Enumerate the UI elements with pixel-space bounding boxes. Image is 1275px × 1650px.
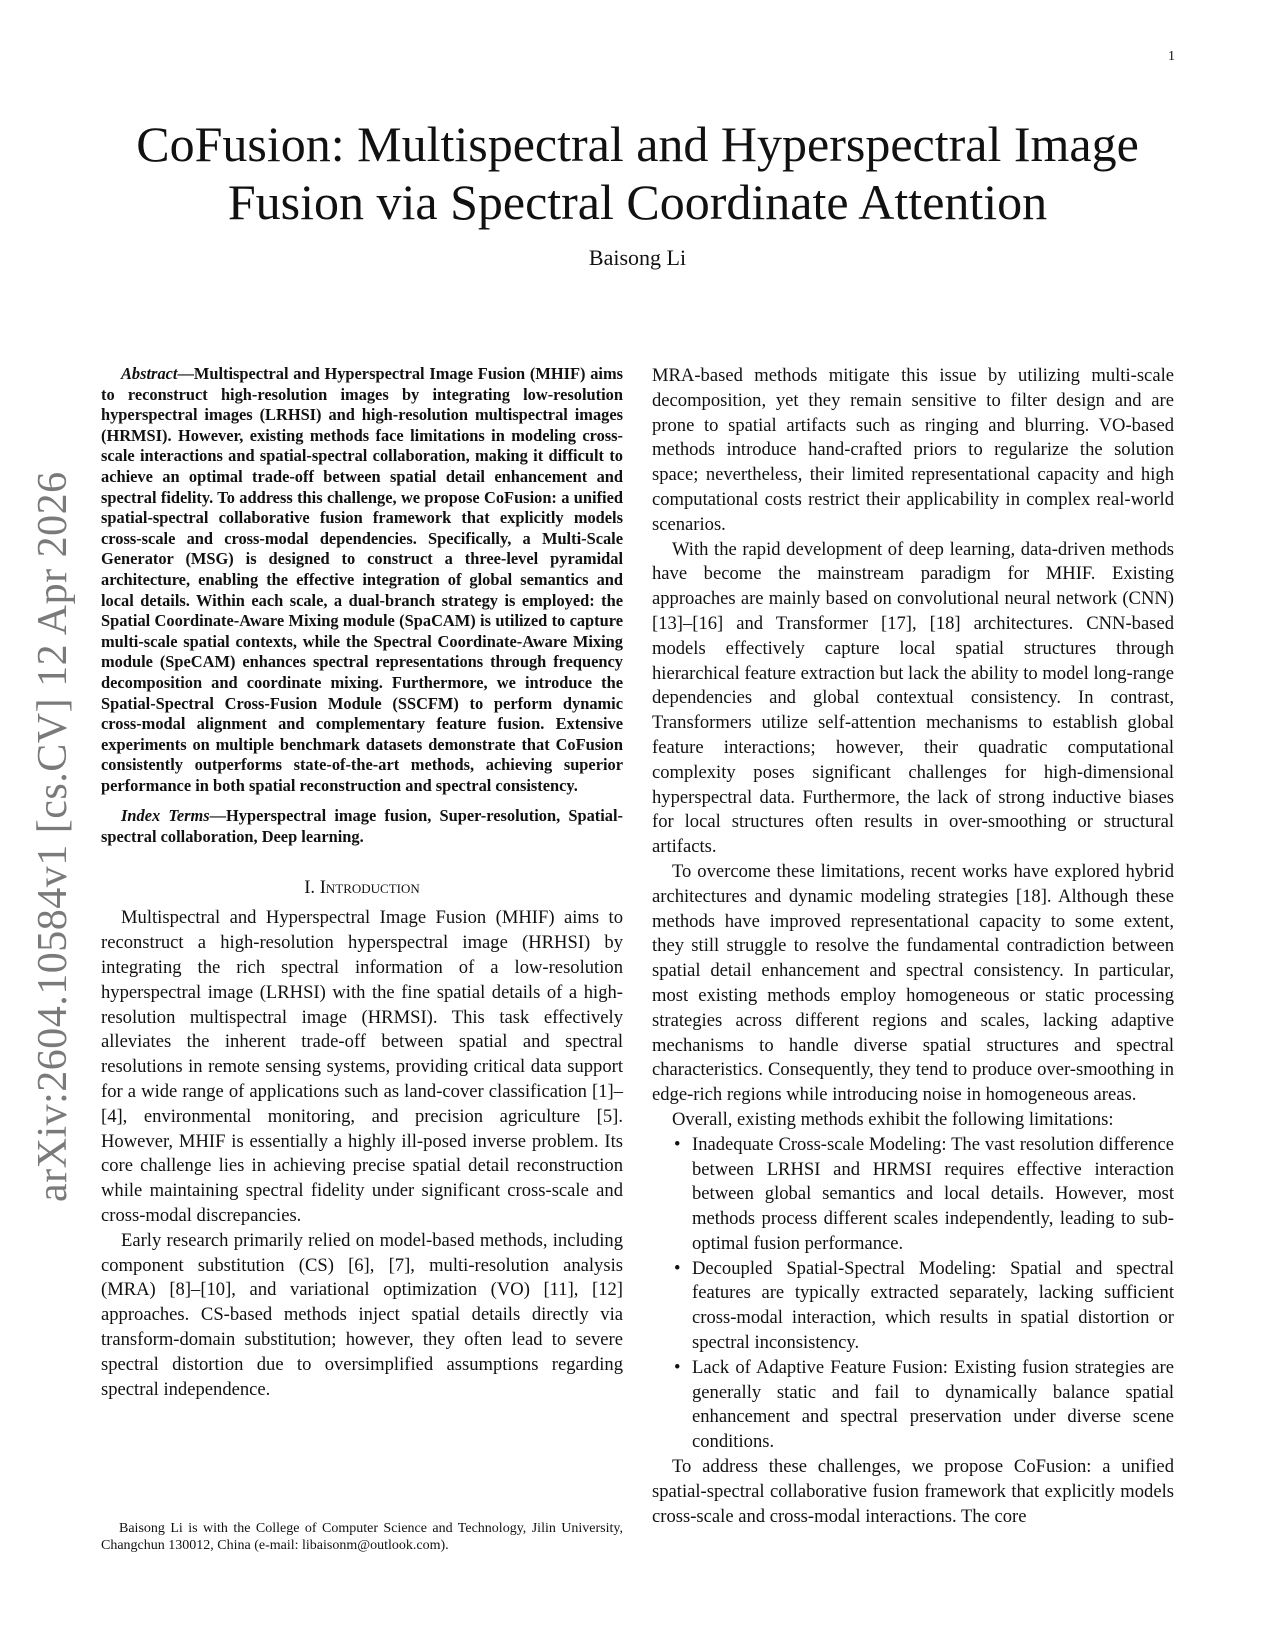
paragraph: With the rapid development of deep learning, data-driven methods have become the mainstream paradigm for MHIF. Existing approaches are mainly based on convolutional neural network (CNN) [13]–[16] and Transformer [17], [18] architectures. CNN-based models effectively capture local spatial structures through hierarchical feature extraction but lack the ability to model long-range dependencies and global contextual consistency. In contrast, Transformers utilize self-attention mechanisms to establish global feature interactions; however, their quadratic computational complexity poses significant challenges for high-dimensional hyperspectral data. Furthermore, the lack of strong inductive biases for local structures often results in over-smoothing or structural artifacts.: [652, 538, 1174, 858]
paper-title: CoFusion: Multispectral and Hyperspectral Image Fusion via Spectral Coordinate Attention: [136, 116, 1139, 230]
paragraph: To address these challenges, we propose CoFusion: a unified spatial-spectral collaborative fusion framework that explicitly models cross-scale and cross-modal interactions. The core: [652, 1456, 1174, 1527]
paragraph: MRA-based methods mitigate this issue by utilizing multi-scale decomposition, yet they remain sensitive to filter design and are prone to spatial artifacts such as ringing and blurring. VO-based methods introduce hand-crafted priors to regularize the solution space; nevertheless, their limited representational capacity and high computational costs restrict their applicability in complex real-world scenarios.: [652, 365, 1174, 535]
index-terms: [101, 806, 623, 847]
section-heading: [101, 876, 623, 901]
title-block: [80, 115, 1195, 271]
list-item: • Inadequate Cross-scale Modeling: The vast resolution difference between LRHSI and HRMSI requires effective interaction between global semantics and local details. However, most methods process different scales independently, leading to sub-optimal fusion performance.: [692, 1133, 1174, 1257]
page-number: 1: [1168, 49, 1175, 64]
author-name: Baisong Li: [588, 245, 687, 270]
list-item: • Lack of Adaptive Feature Fusion: Existing fusion strategies are generally static and fail to dynamically balance spatial enhancement and spectral preservation under diverse scene conditions.: [692, 1356, 1174, 1455]
paragraph: Overall, existing methods exhibit the following limitations:: [672, 1108, 1114, 1130]
abstract-label: Abstract: [121, 364, 178, 383]
limitations-list: [652, 1133, 1174, 1455]
list-item: • Decoupled Spatial-Spectral Modeling: Spatial and spectral features are typically extracted separately, lacking sufficient cross-modal interaction, which results in spatial distortion or spectral inconsistency.: [692, 1257, 1174, 1356]
paragraph: To overcome these limitations, recent works have explored hybrid architectures and dynamic modeling strategies [18]. Although these methods have improved representational capacity to some extent, they still struggle to resolve the fundamental contradiction between spatial detail enhancement and spectral consistency. In particular, most existing methods employ homogeneous or static processing strategies across different regions and scales, lacking adaptive mechanisms to handle diverse spatial structures and spectral characteristics. Consequently, they tend to produce over-smoothing in edge-rich regions while introducing noise in homogeneous areas.: [652, 860, 1174, 1106]
paragraph: Early research primarily relied on model-based methods, including component substitution (CS) [6], [7], multi-resolution analysis (MRA) [8]–[10], and variational optimization (VO) [11], [12] approaches. CS-based methods inject spatial details directly via transform-domain substitution; however, they often lead to severe spectral distortion due to oversimplified assumptions regarding spectral independence.: [101, 1229, 623, 1400]
paragraph: Multispectral and Hyperspectral Image Fusion (MHIF) aims to reconstruct a high-resolution hyperspectral image (HRHSI) by integrating the rich spectral information of a low-resolution hyperspectral image (LRHSI) with the fine spatial details of a high-resolution multispectral image (HRMSI). This task effectively alleviates the inherent trade-off between spatial and spectral resolutions in remote sensing systems, providing critical data support for a wide range of applications such as land-cover classification [1]–[4], environmental monitoring, and precision agriculture [5]. However, MHIF is essentially a highly ill-posed inverse problem. Its core challenge lies in achieving precise spatial detail reconstruction while maintaining spectral fidelity under significant cross-scale and cross-modal discrepancies.: [101, 907, 623, 1227]
section-title: Introduction: [319, 876, 420, 898]
left-column: [101, 364, 623, 1402]
abstract-text: —Multispectral and Hyperspectral Image Fusion (MHIF) aims to reconstruct high-resolution images by integrating low-resolution hyperspectral images (LRHSI) and high-resolution multispectral images (HRMSI). However, existing methods face limitations in modeling cross-scale interactions and spatial-spectral collaboration, making it difficult to achieve an optimal trade-off between spatial detail enhancement and spectral fidelity. To address this challenge, we propose CoFusion: a unified spatial-spectral collaborative fusion framework that explicitly models cross-scale and cross-modal dependencies. Specifically, a Multi-Scale Generator (MSG) is designed to construct a three-level pyramidal architecture, enabling the effective integration of global semantics and local details. Within each scale, a dual-branch strategy is employed: the Spatial Coordinate-Aware Mixing module (SpaCAM) is utilized to capture multi-scale spatial contexts, while the Spectral Coordinate-Aware Mixing module (SpeCAM) enhances spectral representations through frequency decomposition and coordinate mixing. Furthermore, we introduce the Spatial-Spectral Cross-Fusion Module (SSCFM) to perform dynamic cross-modal alignment and complementary feature fusion. Extensive experiments on multiple benchmark datasets demonstrate that CoFusion consistently outperforms state-of-the-art methods, achieving superior performance in both spatial reconstruction and spectral consistency.: [101, 364, 623, 795]
footnote: Baisong Li is with the College of Computer Science and Technology, Jilin University, Changchun 130012, China (e-mail: libaisonm@outlook.com).: [101, 1521, 623, 1553]
abstract: [101, 364, 623, 796]
index-terms-text: —Hyperspectral image fusion, Super-resolution, Spatial-spectral collaboration, Deep learning.: [101, 806, 623, 847]
index-terms-label: Index Terms: [121, 806, 210, 826]
section-number: I.: [304, 876, 320, 898]
arxiv-identifier-stamp: arXiv:2604.10584v1 [cs.CV] 12 Apr 2026: [30, 471, 76, 1202]
right-column: [652, 364, 1174, 1529]
